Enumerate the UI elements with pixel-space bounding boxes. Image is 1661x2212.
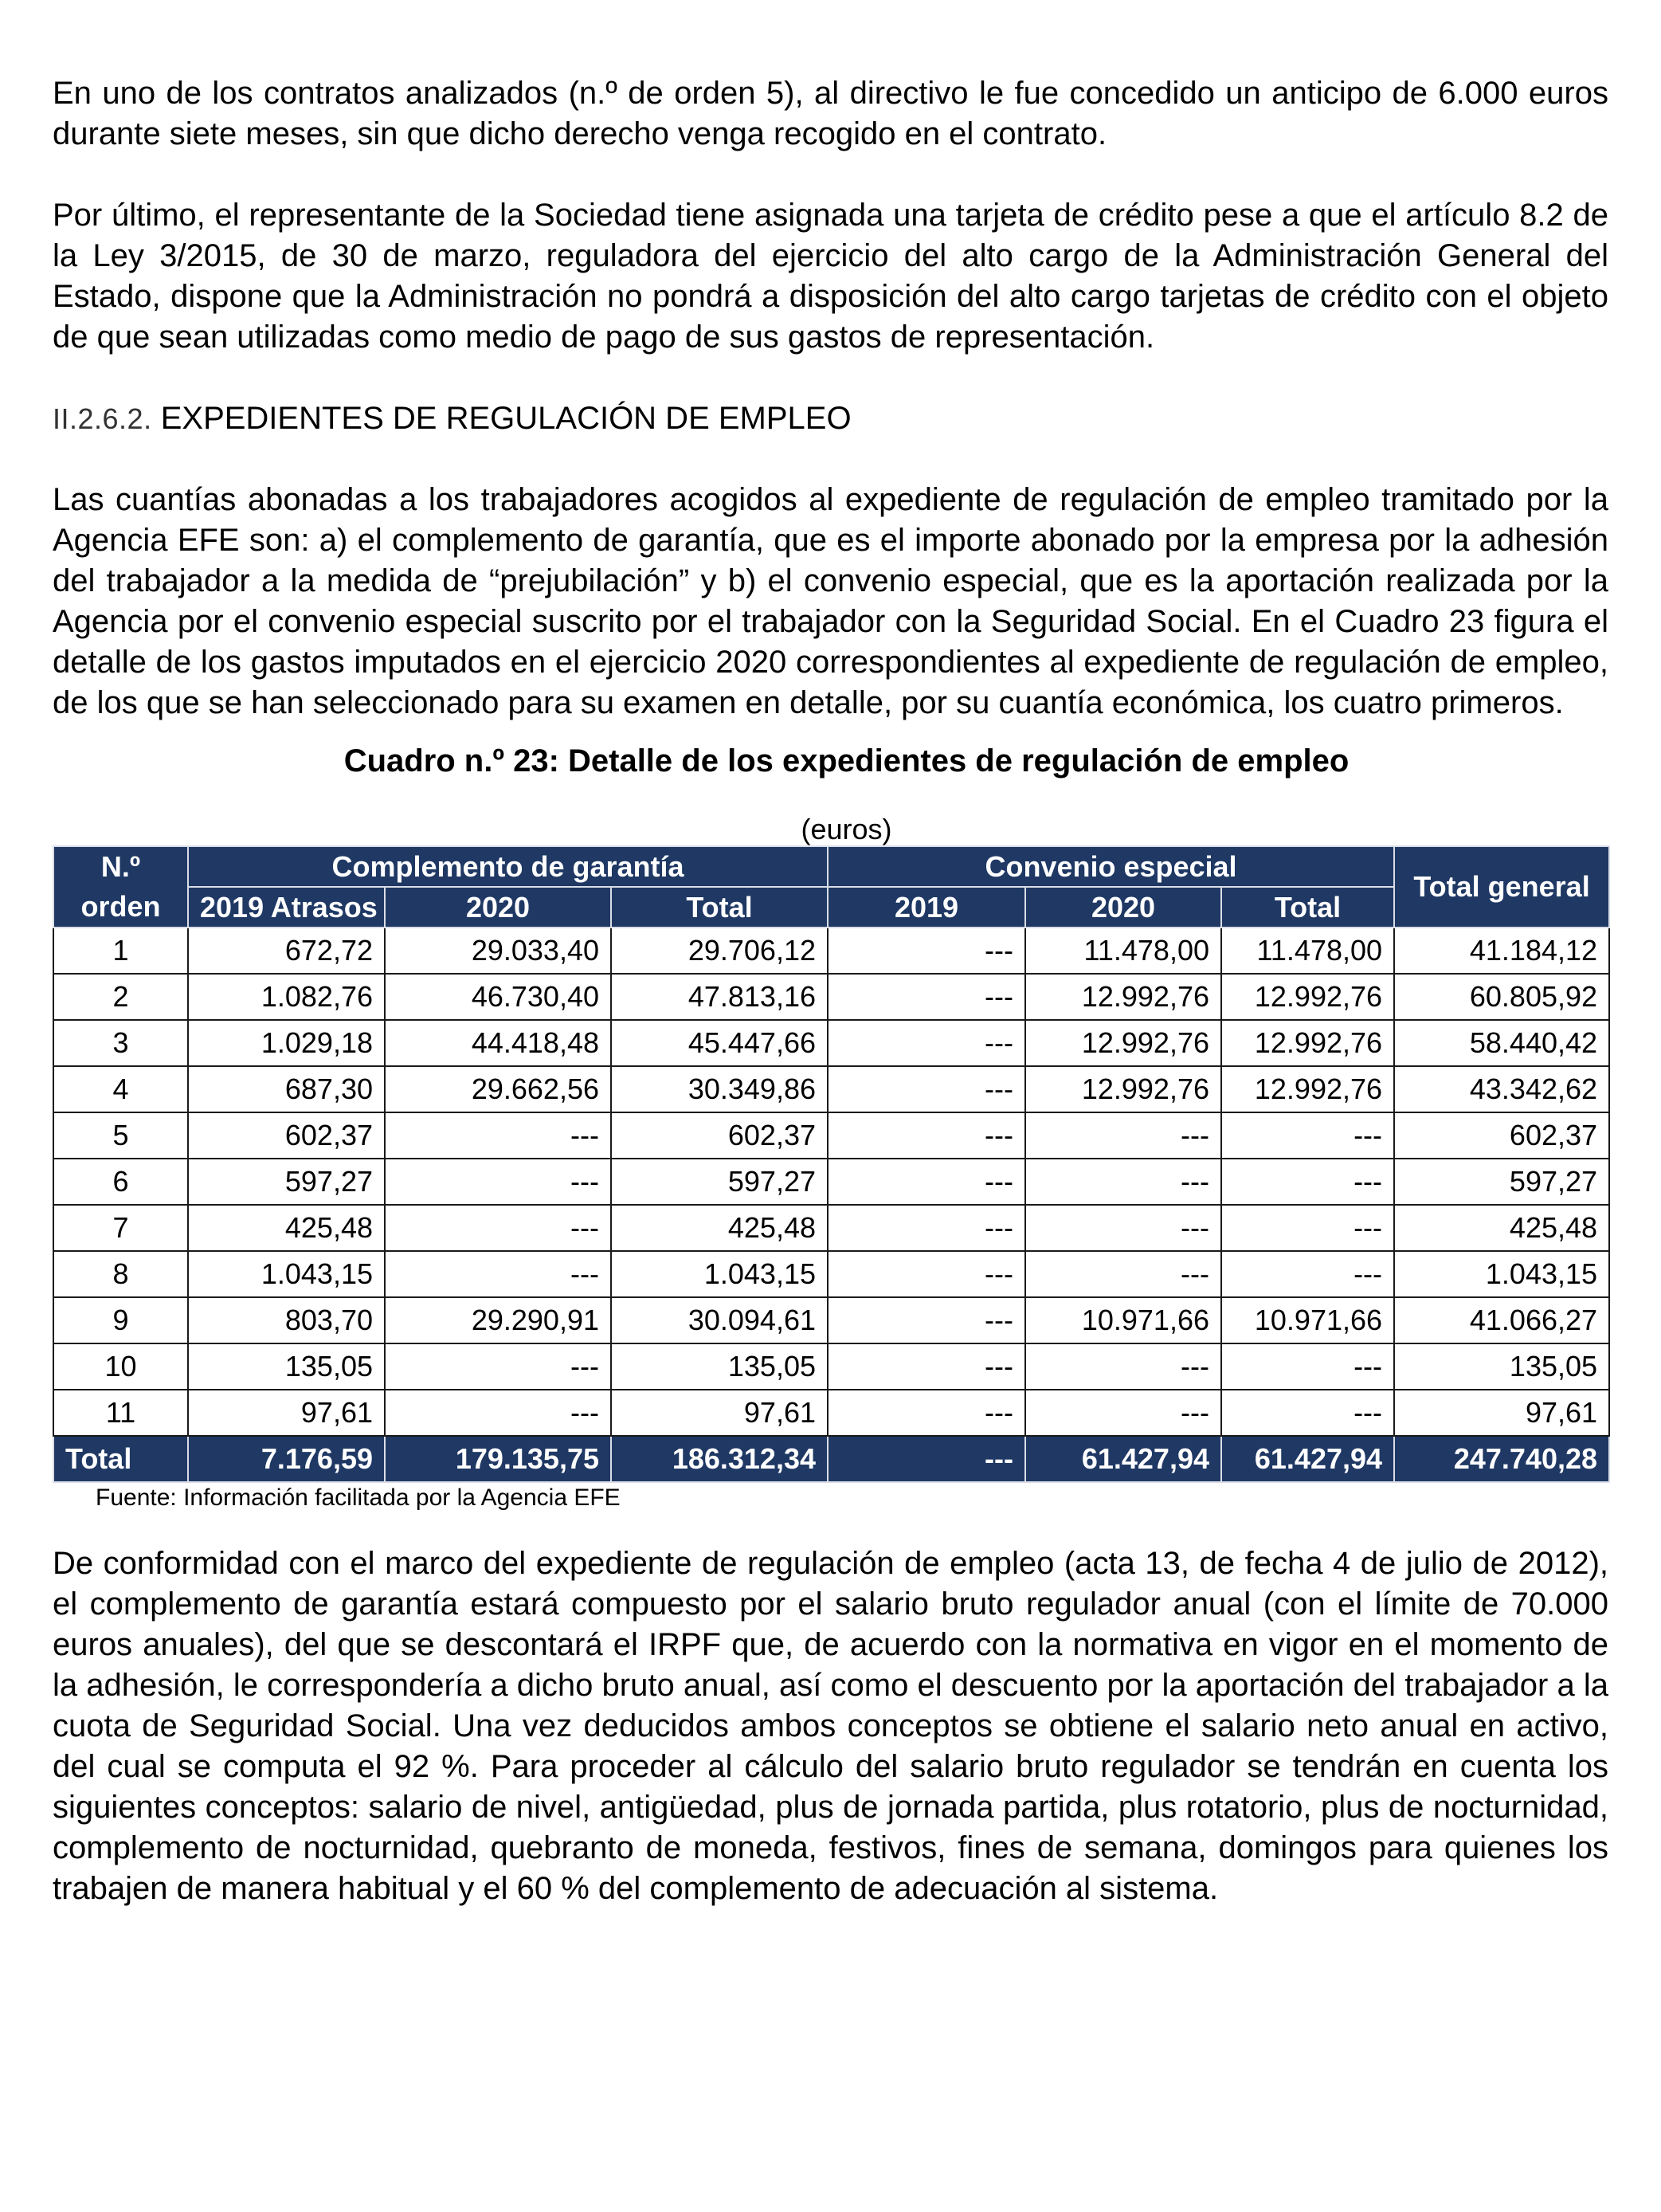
row-value-cell: 425,48: [1394, 1205, 1609, 1251]
row-orden-cell: 3: [53, 1020, 188, 1066]
row-value-cell: 41.066,27: [1394, 1297, 1609, 1343]
row-value-cell: 597,27: [188, 1159, 385, 1205]
row-value-cell: ---: [828, 974, 1025, 1020]
row-value-cell: 11.478,00: [1221, 928, 1394, 974]
total-value-cell: 7.176,59: [188, 1436, 385, 1482]
row-value-cell: 97,61: [1394, 1390, 1609, 1436]
row-value-cell: ---: [828, 1066, 1025, 1112]
row-orden-cell: 7: [53, 1205, 188, 1251]
row-value-cell: ---: [1025, 1159, 1221, 1205]
total-value-cell: ---: [828, 1436, 1025, 1482]
row-value-cell: ---: [1221, 1343, 1394, 1390]
regulacion-empleo-table: [53, 845, 1610, 1483]
table-row: [53, 1297, 1609, 1343]
row-value-cell: 1.043,15: [1394, 1251, 1609, 1297]
row-value-cell: ---: [828, 1297, 1025, 1343]
table-row: [53, 1112, 1609, 1159]
row-value-cell: ---: [1221, 1205, 1394, 1251]
row-orden-cell: 11: [53, 1390, 188, 1436]
row-value-cell: ---: [1221, 1112, 1394, 1159]
header-complemento: Complemento de garantía: [188, 846, 828, 887]
row-value-cell: 43.342,62: [1394, 1066, 1609, 1112]
row-value-cell: 60.805,92: [1394, 974, 1609, 1020]
row-value-cell: 425,48: [611, 1205, 828, 1251]
total-label-cell: Total: [53, 1436, 188, 1482]
row-value-cell: 29.033,40: [385, 928, 611, 974]
row-value-cell: ---: [1025, 1343, 1221, 1390]
row-value-cell: ---: [1025, 1390, 1221, 1436]
row-value-cell: 12.992,76: [1025, 1020, 1221, 1066]
row-value-cell: 11.478,00: [1025, 928, 1221, 974]
table-total-row: [53, 1436, 1609, 1482]
row-value-cell: 46.730,40: [385, 974, 611, 1020]
table-row: [53, 974, 1609, 1020]
row-value-cell: 45.447,66: [611, 1020, 828, 1066]
row-value-cell: ---: [385, 1159, 611, 1205]
row-value-cell: 10.971,66: [1221, 1297, 1394, 1343]
row-value-cell: 803,70: [188, 1297, 385, 1343]
row-value-cell: ---: [828, 1205, 1025, 1251]
row-value-cell: 135,05: [1394, 1343, 1609, 1390]
row-value-cell: 29.662,56: [385, 1066, 611, 1112]
row-value-cell: ---: [385, 1251, 611, 1297]
row-value-cell: 41.184,12: [1394, 928, 1609, 974]
row-orden-cell: 1: [53, 928, 188, 974]
table-caption: Cuadro n.º 23: Detalle de los expedientes de regulación de empleo: [343, 743, 1350, 779]
header-total-general: Total general: [1394, 846, 1609, 928]
row-value-cell: 10.971,66: [1025, 1297, 1221, 1343]
header-convenio: Convenio especial: [828, 846, 1394, 887]
table-row: [53, 1251, 1609, 1297]
header-sub: 2019 Atrasos: [188, 887, 385, 928]
row-value-cell: 12.992,76: [1221, 1066, 1394, 1112]
row-value-cell: 597,27: [611, 1159, 828, 1205]
row-orden-cell: 10: [53, 1343, 188, 1390]
total-value-cell: 61.427,94: [1025, 1436, 1221, 1482]
row-orden-cell: 2: [53, 974, 188, 1020]
row-value-cell: 47.813,16: [611, 974, 828, 1020]
row-value-cell: ---: [385, 1205, 611, 1251]
row-value-cell: 58.440,42: [1394, 1020, 1609, 1066]
row-value-cell: 12.992,76: [1221, 1020, 1394, 1066]
row-value-cell: ---: [828, 1251, 1025, 1297]
row-value-cell: ---: [385, 1390, 611, 1436]
row-value-cell: ---: [828, 1112, 1025, 1159]
row-value-cell: ---: [385, 1343, 611, 1390]
row-orden-cell: 5: [53, 1112, 188, 1159]
row-value-cell: 97,61: [188, 1390, 385, 1436]
row-value-cell: 597,27: [1394, 1159, 1609, 1205]
row-value-cell: 12.992,76: [1025, 1066, 1221, 1112]
row-value-cell: 30.349,86: [611, 1066, 828, 1112]
table-row: [53, 928, 1609, 974]
table-row: [53, 1205, 1609, 1251]
row-value-cell: 135,05: [611, 1343, 828, 1390]
table-row: [53, 1343, 1609, 1390]
row-orden-cell: 8: [53, 1251, 188, 1297]
row-value-cell: 1.043,15: [611, 1251, 828, 1297]
paragraph-bottom: De conformidad con el marco del expediente de regulación de empleo (acta 13, de fecha 4 de julio de 2012), el complemento de garantía estará compuesto por el salario bruto regulador anual (con el límite de 70.000 euros anuales), del que se descontará el IRPF que, de acuerdo con la normativa en vigor en el momento de la adhesión, le correspondería a dicho bruto anual, así como el descuento por la aportación del trabajador a la cuota de Seguridad Social. Una vez deducidos ambos conceptos se obtiene el salario neto anual en activo, del cual se computa el 92 %. Para proceder al cálculo del salario bruto regulador se tendrán en cuenta los siguientes conceptos: salario de nivel, antigüedad, plus de jornada partida, plus rotatorio, plus de nocturnidad, complemento de nocturnidad, quebranto de moneda, festivos, fines de semana, domingos para quienes los trabajen de manera habitual y el 60 % del complemento de adecuación al sistema.: [53, 1546, 1608, 1906]
row-value-cell: ---: [1221, 1251, 1394, 1297]
header-sub: 2019: [828, 887, 1025, 928]
table-body: [53, 928, 1609, 1482]
section-heading: [53, 398, 1608, 439]
row-value-cell: 135,05: [188, 1343, 385, 1390]
row-value-cell: 12.992,76: [1221, 974, 1394, 1020]
row-value-cell: 29.706,12: [611, 928, 828, 974]
row-value-cell: ---: [1221, 1390, 1394, 1436]
total-value-cell: 179.135,75: [385, 1436, 611, 1482]
row-value-cell: ---: [828, 928, 1025, 974]
row-value-cell: 12.992,76: [1025, 974, 1221, 1020]
header-sub: Total: [611, 887, 828, 928]
table-row: [53, 1390, 1609, 1436]
row-value-cell: ---: [385, 1112, 611, 1159]
table-row: [53, 1020, 1609, 1066]
row-value-cell: 97,61: [611, 1390, 828, 1436]
paragraph-intro: Las cuantías abonadas a los trabajadores acogidos al expediente de regulación de empleo tramitado por la Agencia EFE son: a) el complemento de garantía, que es el importe abonado por la empresa por la adhesión del trabajador a la medida de “prejubilación” y b) el convenio especial, que es la aportación realizada por la Agencia por el convenio especial suscrito por el trabajador con la Seguridad Social. En el Cuadro 23 figura el detalle de los gastos imputados en el ejercicio 2020 correspondientes al expediente de regulación de empleo, de los que se han seleccionado para su examen en detalle, por su cuantía económica, los cuatro primeros.: [53, 482, 1608, 720]
row-value-cell: 1.043,15: [188, 1251, 385, 1297]
row-value-cell: ---: [1025, 1112, 1221, 1159]
row-value-cell: 687,30: [188, 1066, 385, 1112]
total-value-cell: 61.427,94: [1221, 1436, 1394, 1482]
paragraph-anticipo: En uno de los contratos analizados (n.º de orden 5), al directivo le fue concedido un anticipo de 6.000 euros durante siete meses, sin que dicho derecho venga recogido en el contrato.: [53, 76, 1608, 151]
row-value-cell: ---: [1221, 1159, 1394, 1205]
header-sub: 2020: [385, 887, 611, 928]
paragraph-tarjeta-credito: Por último, el representante de la Sociedad tiene asignada una tarjeta de crédito pese a que el artículo 8.2 de la Ley 3/2015, de 30 de marzo, reguladora del ejercicio del alto cargo de la Administración General del Estado, dispone que la Administración no pondrá a disposición del alto cargo tarjetas de crédito con el objeto de que sean utilizadas como medio de pago de sus gastos de representación.: [53, 198, 1608, 355]
section-number: II.2.6.2.: [53, 402, 152, 435]
row-value-cell: ---: [828, 1020, 1025, 1066]
section-title: EXPEDIENTES DE REGULACIÓN DE EMPLEO: [160, 401, 852, 436]
row-value-cell: ---: [1025, 1205, 1221, 1251]
header-sub: 2020: [1025, 887, 1221, 928]
row-value-cell: ---: [1025, 1251, 1221, 1297]
total-value-cell: 186.312,34: [611, 1436, 828, 1482]
row-value-cell: 602,37: [188, 1112, 385, 1159]
row-value-cell: 672,72: [188, 928, 385, 974]
row-orden-cell: 4: [53, 1066, 188, 1112]
row-orden-cell: 9: [53, 1297, 188, 1343]
header-orden: N.º orden: [53, 846, 188, 928]
row-value-cell: 425,48: [188, 1205, 385, 1251]
table-units: (euros): [801, 813, 892, 845]
row-value-cell: ---: [828, 1343, 1025, 1390]
row-value-cell: 1.082,76: [188, 974, 385, 1020]
row-orden-cell: 6: [53, 1159, 188, 1205]
table-source: Fuente: Información facilitada por la Agencia EFE: [96, 1484, 621, 1511]
total-value-cell: 247.740,28: [1394, 1436, 1609, 1482]
row-value-cell: 44.418,48: [385, 1020, 611, 1066]
document-page: [53, 73, 1608, 1909]
table-row: [53, 1159, 1609, 1205]
row-value-cell: 1.029,18: [188, 1020, 385, 1066]
row-value-cell: ---: [828, 1390, 1025, 1436]
row-value-cell: ---: [828, 1159, 1025, 1205]
row-value-cell: 30.094,61: [611, 1297, 828, 1343]
row-value-cell: 602,37: [1394, 1112, 1609, 1159]
row-value-cell: 602,37: [611, 1112, 828, 1159]
table-row: [53, 1066, 1609, 1112]
row-value-cell: 29.290,91: [385, 1297, 611, 1343]
header-sub: Total: [1221, 887, 1394, 928]
